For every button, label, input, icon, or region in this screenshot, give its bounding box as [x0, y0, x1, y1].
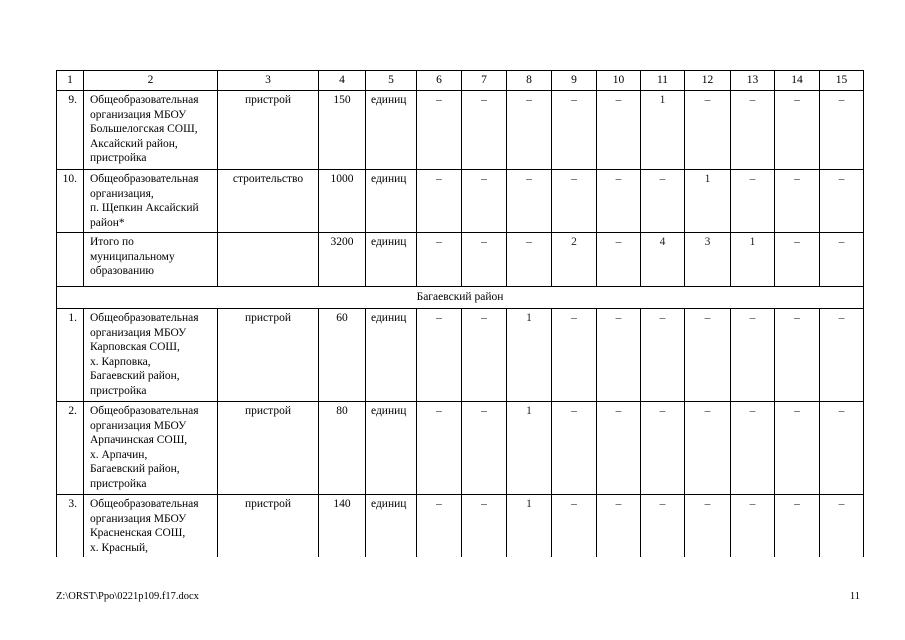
table-body	[57, 71, 864, 558]
table-row	[57, 170, 864, 233]
object-name: Общеобразовательная организация МБОУ Красненская СОШ, х. Красный,	[84, 495, 218, 558]
year-value: –	[731, 91, 775, 170]
year-value: –	[820, 233, 864, 287]
column-number: 1	[57, 71, 84, 91]
row-number	[57, 233, 84, 287]
year-value: –	[597, 402, 641, 495]
year-value: –	[685, 91, 731, 170]
year-value: –	[641, 170, 685, 233]
row-number: 10.	[57, 170, 84, 233]
year-value: –	[417, 91, 462, 170]
year-value: –	[417, 309, 462, 402]
year-value: –	[552, 402, 597, 495]
year-value: 2	[552, 233, 597, 287]
district-row	[57, 287, 864, 309]
column-number: 10	[597, 71, 641, 91]
year-value: 1	[685, 170, 731, 233]
year-value: –	[597, 495, 641, 558]
unit: единиц	[366, 402, 417, 495]
year-value: –	[820, 495, 864, 558]
year-value: –	[731, 170, 775, 233]
district-title: Багаевский район	[57, 287, 864, 309]
column-number: 5	[366, 71, 417, 91]
table-row	[57, 233, 864, 287]
year-value: –	[462, 233, 507, 287]
year-value: 3	[685, 233, 731, 287]
unit: единиц	[366, 91, 417, 170]
capacity: 140	[319, 495, 366, 558]
capacity: 60	[319, 309, 366, 402]
row-number: 2.	[57, 402, 84, 495]
year-value: –	[641, 402, 685, 495]
year-value: –	[775, 91, 820, 170]
column-number: 8	[507, 71, 552, 91]
year-value: 1	[641, 91, 685, 170]
year-value: –	[462, 91, 507, 170]
year-value: –	[507, 233, 552, 287]
year-value: –	[417, 233, 462, 287]
year-value: 1	[507, 495, 552, 558]
year-value: –	[731, 402, 775, 495]
unit: единиц	[366, 170, 417, 233]
column-number: 15	[820, 71, 864, 91]
table-row	[57, 402, 864, 495]
work-type: пристрой	[218, 495, 319, 558]
column-number: 3	[218, 71, 319, 91]
object-name: Общеобразовательная организация МБОУ Арпачинская СОШ, х. Арпачин, Багаевский район, пристройка	[84, 402, 218, 495]
year-value: 4	[641, 233, 685, 287]
column-number: 4	[319, 71, 366, 91]
year-value: –	[507, 91, 552, 170]
work-type: пристрой	[218, 91, 319, 170]
object-name: Общеобразовательная организация МБОУ Карповская СОШ, х. Карповка, Багаевский район, пристройка	[84, 309, 218, 402]
object-name: Общеобразовательная организация, п. Щепкин Аксайский район*	[84, 170, 218, 233]
column-number: 13	[731, 71, 775, 91]
year-value: –	[462, 309, 507, 402]
year-value: –	[462, 170, 507, 233]
year-value: –	[641, 495, 685, 558]
year-value: –	[641, 309, 685, 402]
unit: единиц	[366, 495, 417, 558]
year-value: –	[731, 309, 775, 402]
capacity: 150	[319, 91, 366, 170]
year-value: –	[820, 402, 864, 495]
year-value: –	[417, 170, 462, 233]
year-value: –	[552, 309, 597, 402]
row-number: 1.	[57, 309, 84, 402]
footer-file-path: Z:\ORST\Ppo\0221p109.f17.docx	[56, 591, 199, 602]
year-value: –	[597, 233, 641, 287]
capacity: 1000	[319, 170, 366, 233]
year-value: –	[775, 170, 820, 233]
row-number: 9.	[57, 91, 84, 170]
footer-page-number: 11	[849, 591, 860, 602]
work-type: пристрой	[218, 309, 319, 402]
year-value: –	[685, 495, 731, 558]
data-table	[56, 70, 864, 557]
table-row	[57, 309, 864, 402]
year-value: –	[685, 402, 731, 495]
row-number: 3.	[57, 495, 84, 558]
year-value: –	[775, 233, 820, 287]
work-type	[218, 233, 319, 287]
work-type: пристрой	[218, 402, 319, 495]
year-value: –	[552, 170, 597, 233]
year-value: –	[552, 495, 597, 558]
year-value: –	[775, 402, 820, 495]
year-value: –	[775, 495, 820, 558]
capacity: 3200	[319, 233, 366, 287]
column-number: 2	[84, 71, 218, 91]
year-value: –	[597, 91, 641, 170]
year-value: –	[462, 402, 507, 495]
table-row	[57, 495, 864, 558]
year-value: –	[417, 495, 462, 558]
year-value: –	[417, 402, 462, 495]
column-number: 6	[417, 71, 462, 91]
object-name: Общеобразовательная организация МБОУ Большелогская СОШ, Аксайский район, пристройка	[84, 91, 218, 170]
column-number: 12	[685, 71, 731, 91]
column-number: 9	[552, 71, 597, 91]
year-value: –	[685, 309, 731, 402]
capacity: 80	[319, 402, 366, 495]
work-type: строительство	[218, 170, 319, 233]
year-value: –	[731, 495, 775, 558]
column-number: 14	[775, 71, 820, 91]
year-value: –	[597, 170, 641, 233]
year-value: –	[820, 91, 864, 170]
year-value: –	[462, 495, 507, 558]
object-name: Итого по муниципальному образованию	[84, 233, 218, 287]
column-number: 7	[462, 71, 507, 91]
column-number-row	[57, 71, 864, 91]
year-value: –	[775, 309, 820, 402]
year-value: 1	[731, 233, 775, 287]
year-value: 1	[507, 402, 552, 495]
year-value: –	[820, 309, 864, 402]
table-row	[57, 91, 864, 170]
year-value: –	[507, 170, 552, 233]
year-value: –	[597, 309, 641, 402]
year-value: –	[820, 170, 864, 233]
column-number: 11	[641, 71, 685, 91]
year-value: 1	[507, 309, 552, 402]
year-value: –	[552, 91, 597, 170]
unit: единиц	[366, 309, 417, 402]
unit: единиц	[366, 233, 417, 287]
